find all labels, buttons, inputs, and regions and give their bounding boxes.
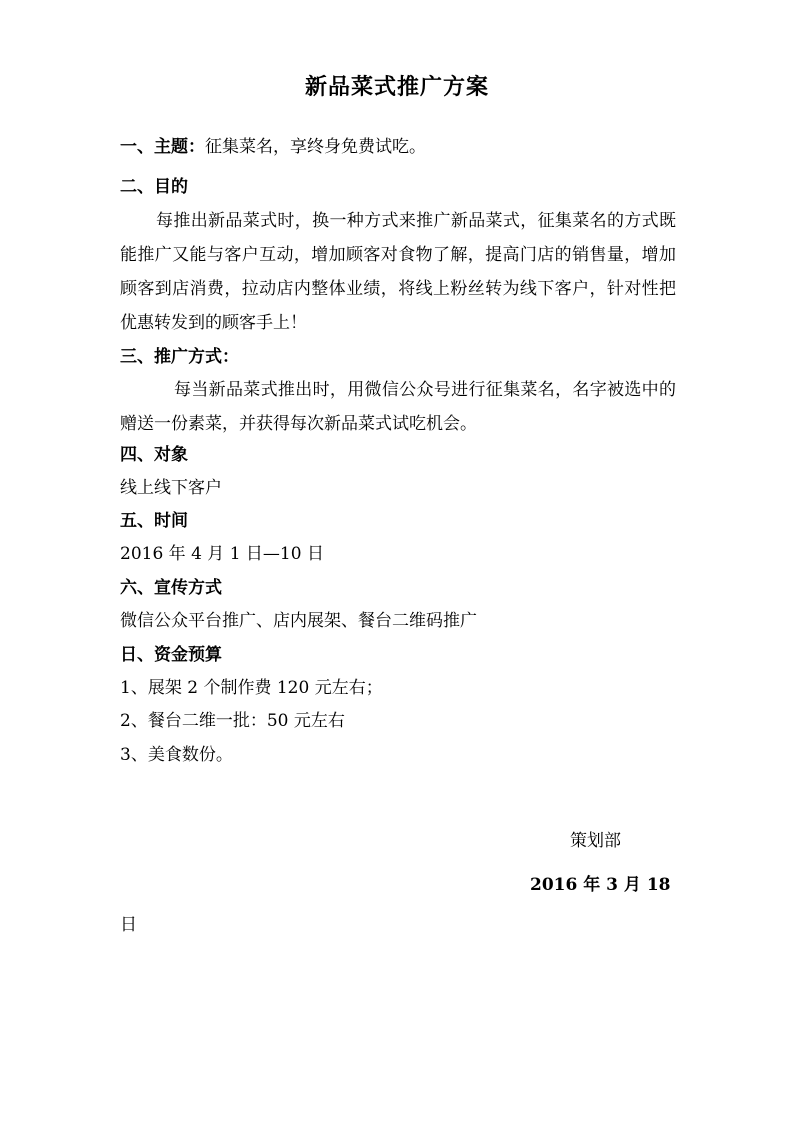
budget-item-2: 2、餐台二维一批：50 元左右 bbox=[120, 711, 345, 731]
section-budget-heading: 日、资金预算 bbox=[120, 645, 222, 665]
section-method-text: 每当新品菜式推出时，用微信公众号进行征集菜名，名字被选中的赠送一份素菜，并获得每次新品菜式试吃机会。 bbox=[120, 380, 676, 434]
signature-date: 2016 年 3 月 18 bbox=[530, 875, 671, 895]
section-method-heading: 三、推广方式： bbox=[120, 347, 239, 367]
section-time-text: 2016 年 4 月 1 日—10 日 bbox=[120, 544, 324, 564]
section-promo-text: 微信公众平台推广、店内展架、餐台二维码推广 bbox=[120, 611, 477, 631]
budget-item-3: 3、美食数份。 bbox=[120, 745, 233, 765]
budget-item-1: 1、展架 2 个制作费 120 元左右； bbox=[120, 678, 383, 698]
signature-date-tail: 日 bbox=[120, 915, 137, 935]
section-theme-heading: 一、主题： bbox=[120, 137, 205, 157]
section-audience-text: 线上线下客户 bbox=[120, 478, 222, 498]
section-audience-heading: 四、对象 bbox=[120, 445, 188, 465]
document-title: 新品菜式推广方案 bbox=[304, 74, 489, 100]
section-theme-text: 征集菜名，享终身免费试吃。 bbox=[205, 137, 426, 157]
section-purpose-heading: 二、目的 bbox=[120, 177, 188, 197]
section-time-heading: 五、时间 bbox=[120, 511, 188, 531]
section-promo-heading: 六、宣传方式 bbox=[120, 578, 222, 598]
section-theme bbox=[120, 136, 426, 158]
section-purpose-text: 每推出新品菜式时，换一种方式来推广新品菜式，征集菜名的方式既能推广又能与客户互动，增加顾客对食物了解，提高门店的销售量，增加顾客到店消费，拉动店内整体业绩，将线上粉丝转为线下客户，针对性把优惠转发到的顾客手上！ bbox=[120, 211, 676, 333]
signature-department: 策划部 bbox=[570, 831, 621, 851]
